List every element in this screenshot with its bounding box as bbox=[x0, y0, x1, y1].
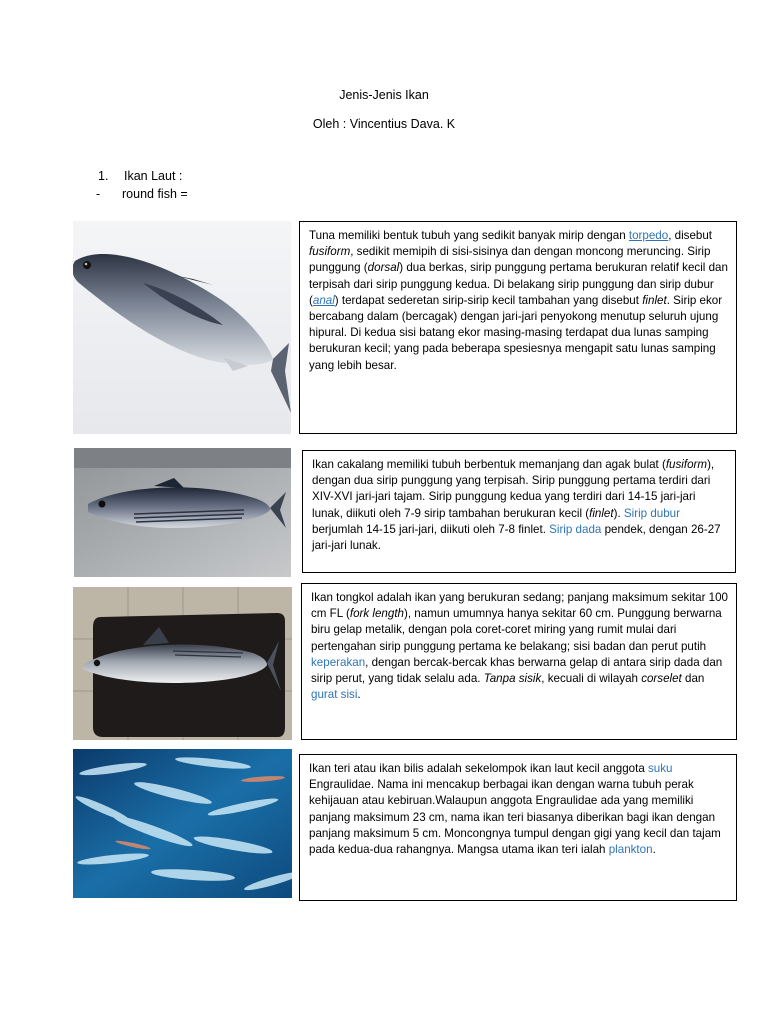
text-run: . bbox=[652, 843, 656, 857]
text-run: Tuna memiliki bentuk tubuh yang sedikit banyak mirip dengan bbox=[309, 229, 629, 242]
list-item-round-fish bbox=[96, 187, 188, 201]
text-run: corselet bbox=[641, 672, 682, 686]
text-link[interactable]: gurat sisi bbox=[311, 688, 358, 702]
teri-image bbox=[73, 749, 292, 898]
text-run: dorsal bbox=[367, 261, 400, 275]
text-run: ), dengan dua sirip punggung yang terpisah. Sirip punggung pertama terdiri dari XIV-XVI jari-jari tajam. Sirip punggung kedua yang terdiri dari 14-15 jari-jari lunak, diikuti oleh 7-9 sirip tambahan berukuran kecil ( bbox=[312, 458, 715, 520]
text-link[interactable]: keperakan bbox=[311, 655, 366, 669]
text-run: , kecuali di wilayah bbox=[541, 672, 642, 686]
text-link[interactable]: plankton bbox=[608, 843, 653, 857]
tongkol-image bbox=[73, 587, 292, 740]
tuna-image bbox=[73, 221, 291, 434]
list-number: 1. bbox=[98, 169, 109, 183]
text-run: ) terdapat sederetan sirip-sirip kecil tambahan yang disebut bbox=[334, 293, 643, 307]
text-run: fusiform bbox=[309, 245, 351, 259]
text-link[interactable]: suku bbox=[648, 762, 673, 775]
text-run: Ikan teri atau ikan bilis adalah sekelompok ikan laut kecil anggota bbox=[309, 762, 648, 775]
text-run: pendek, dengan 26-27 jari-jari lunak. bbox=[312, 522, 721, 553]
text-run: . Sirip ekor bercabang dalam (bercagak) dengan jari-jari penyokong menutup seluruh ujung hipural. Di kedua sisi batang ekor masing-masing terdapat dua lunas samping berukuran kecil; yang pada beberapa spesiesnya mengapit satu lunas samping yang lebih besar. bbox=[309, 293, 723, 372]
list-item-ikan-laut bbox=[98, 169, 182, 183]
list-label: round fish = bbox=[122, 187, 188, 201]
tongkol-description bbox=[301, 583, 737, 740]
text-link[interactable]: Sirip dubur bbox=[623, 506, 680, 520]
teri-description bbox=[299, 754, 737, 901]
text-run: . bbox=[357, 688, 361, 702]
tuna-description bbox=[299, 221, 737, 434]
text-link[interactable]: Sirip dada bbox=[549, 522, 602, 536]
text-run: Engraulidae. Nama ini mencakup berbagai ikan dengan warna tubuh perak kehijauan atau kebiruan.Walaupun anggota Engraulidae ada yang memiliki panjang maksimum 23 cm, nama ikan teri biasanya diberikan bagi ikan dengan panjang maksimum 5 cm. Moncongnya tumpul dengan gigi yang kecil dan tajam pada kedua-dua rahangnya. Mangsa utama ikan teri ialah bbox=[309, 778, 721, 857]
text-link[interactable]: anal bbox=[312, 293, 335, 307]
text-run: berjumlah 14-15 jari-jari, diikuti oleh 7-8 finlet. bbox=[312, 522, 550, 536]
text-run: fusiform bbox=[665, 458, 708, 471]
cakalang-description bbox=[302, 450, 736, 573]
list-label: Ikan Laut : bbox=[124, 169, 183, 183]
teri-text bbox=[309, 762, 721, 856]
text-run: Ikan tongkol adalah ikan yang berukuran sedang; panjang maksimum sekitar 100 cm FL ( bbox=[311, 591, 728, 621]
tuna-text bbox=[309, 229, 728, 372]
tongkol-text bbox=[311, 591, 728, 701]
text-run: finlet bbox=[642, 293, 667, 307]
text-run: , sedikit memipih di sisi-sisinya dan dengan moncong meruncing. Sirip punggung ( bbox=[309, 245, 711, 275]
text-run: dan bbox=[681, 672, 705, 686]
author-line: Oleh : Vincentius Dava. K bbox=[312, 117, 456, 131]
document-title: Jenis-Jenis Ikan bbox=[339, 88, 429, 102]
text-run: ) dua berkas, sirip punggung pertama berukuran relatif kecil dan terpisah dari sirip punggung kedua. Di belakang sirip punggung dan sirip dubur ( bbox=[309, 261, 728, 307]
text-run: ), namun umumnya hanya sekitar 60 cm. Punggung berwarna biru gelap metalik, dengan pola coret-coret miring yang rumit mulai dari pertengahan sirip punggung pertama ke belakang; sisi badan dan perut putih bbox=[311, 607, 722, 653]
cakalang-text bbox=[312, 458, 721, 552]
text-run: Ikan cakalang memiliki tubuh berbentuk memanjang dan agak bulat ( bbox=[312, 458, 666, 471]
text-run: ). bbox=[613, 506, 624, 520]
text-run: fork length bbox=[349, 607, 404, 621]
text-run: finlet bbox=[589, 506, 614, 520]
text-run: , dengan bercak-bercak khas berwarna gelap di antara sirip dada dan sirip perut, yang tidak selalu ada. bbox=[311, 655, 723, 686]
text-run: , disebut bbox=[668, 229, 713, 242]
list-bullet: - bbox=[96, 187, 101, 201]
cakalang-image bbox=[74, 448, 291, 577]
text-run: Tanpa sisik bbox=[483, 672, 542, 686]
text-link[interactable]: torpedo bbox=[628, 229, 669, 242]
